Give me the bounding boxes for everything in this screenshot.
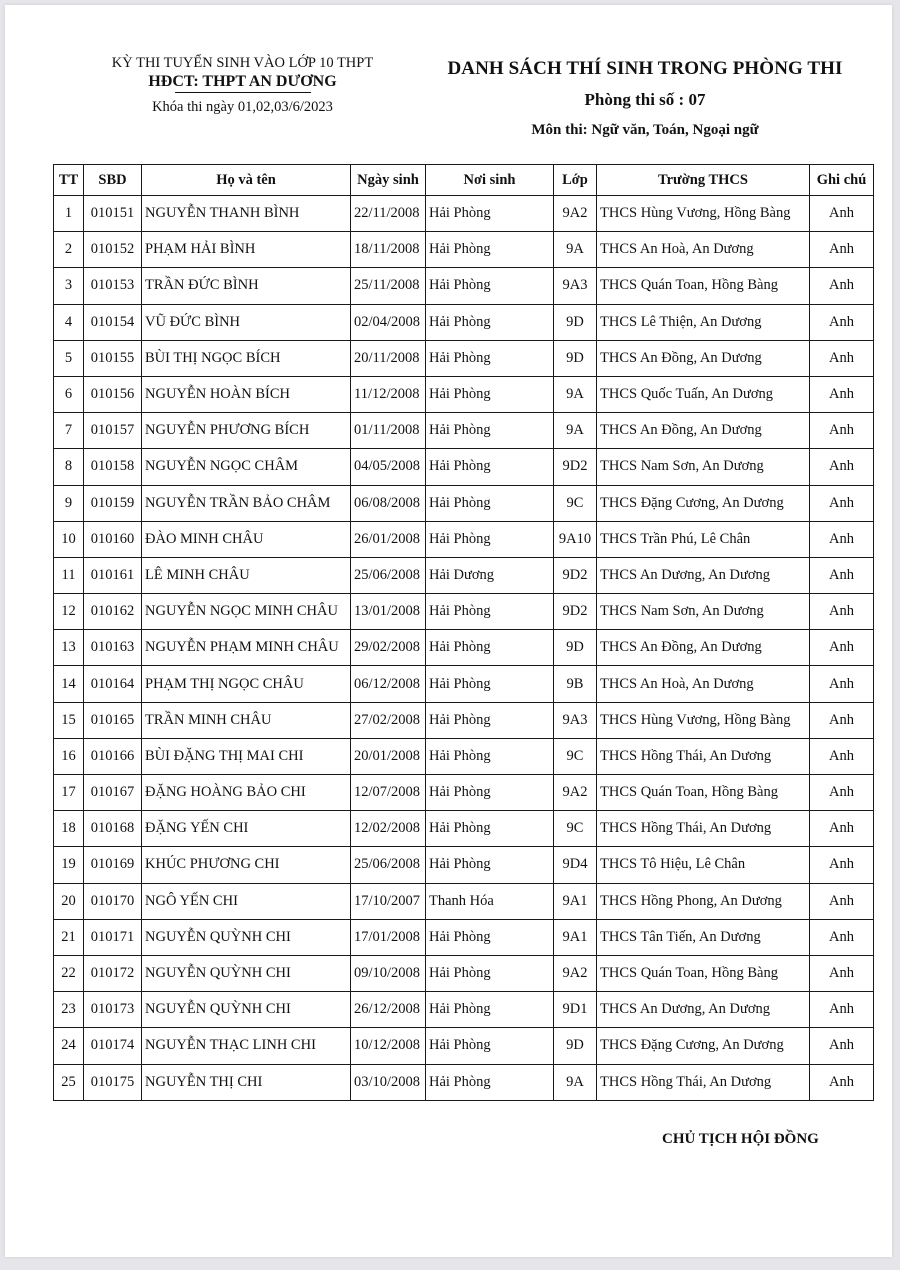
- date-of-birth: 27/02/2008: [351, 702, 426, 738]
- birthplace: Hải Phòng: [426, 268, 554, 304]
- candidate-name: VŨ ĐỨC BÌNH: [142, 304, 351, 340]
- candidate-id: 010158: [84, 449, 142, 485]
- birthplace: Hải Phòng: [426, 521, 554, 557]
- class-name: 9A3: [554, 268, 597, 304]
- date-of-birth: 09/10/2008: [351, 955, 426, 991]
- note: Anh: [810, 232, 874, 268]
- row-number: 8: [54, 449, 84, 485]
- class-name: 9A: [554, 1064, 597, 1100]
- birthplace: Hải Phòng: [426, 304, 554, 340]
- table-row: [54, 413, 874, 449]
- exam-name: KỲ THI TUYỂN SINH VÀO LỚP 10 THPT: [111, 55, 374, 71]
- candidate-id: 010168: [84, 811, 142, 847]
- middle-school: THCS An Đồng, An Dương: [597, 340, 810, 376]
- note: Anh: [810, 413, 874, 449]
- table-row: [54, 992, 874, 1028]
- candidate-name: BÙI THỊ NGỌC BÍCH: [142, 340, 351, 376]
- birthplace: Hải Phòng: [426, 449, 554, 485]
- birthplace: Hải Phòng: [426, 738, 554, 774]
- class-name: 9D2: [554, 557, 597, 593]
- note: Anh: [810, 1028, 874, 1064]
- class-name: 9D: [554, 630, 597, 666]
- candidate-id: 010163: [84, 630, 142, 666]
- birthplace: Hải Phòng: [426, 232, 554, 268]
- row-number: 7: [54, 413, 84, 449]
- class-name: 9D4: [554, 847, 597, 883]
- row-number: 24: [54, 1028, 84, 1064]
- row-number: 5: [54, 340, 84, 376]
- row-number: 18: [54, 811, 84, 847]
- table-row: [54, 702, 874, 738]
- class-name: 9D: [554, 1028, 597, 1064]
- note: Anh: [810, 557, 874, 593]
- candidate-name: NGUYỄN PHƯƠNG BÍCH: [142, 413, 351, 449]
- row-number: 17: [54, 775, 84, 811]
- candidate-id: 010160: [84, 521, 142, 557]
- row-number: 1: [54, 196, 84, 232]
- candidate-id: 010154: [84, 304, 142, 340]
- note: Anh: [810, 594, 874, 630]
- birthplace: Hải Phòng: [426, 376, 554, 412]
- date-of-birth: 29/02/2008: [351, 630, 426, 666]
- class-name: 9B: [554, 666, 597, 702]
- candidate-name: NGUYỄN THANH BÌNH: [142, 196, 351, 232]
- table-row: [54, 304, 874, 340]
- date-of-birth: 17/01/2008: [351, 919, 426, 955]
- middle-school: THCS Hồng Thái, An Dương: [597, 738, 810, 774]
- candidate-name: NGUYỄN NGỌC CHÂM: [142, 449, 351, 485]
- birthplace: Hải Phòng: [426, 992, 554, 1028]
- council-name: HĐCT: THPT AN DƯƠNG: [148, 73, 337, 90]
- class-name: 9D: [554, 304, 597, 340]
- date-of-birth: 04/05/2008: [351, 449, 426, 485]
- date-of-birth: 20/11/2008: [351, 340, 426, 376]
- row-number: 21: [54, 919, 84, 955]
- candidate-name: ĐẶNG HOÀNG BẢO CHI: [142, 775, 351, 811]
- date-of-birth: 25/06/2008: [351, 557, 426, 593]
- note: Anh: [810, 847, 874, 883]
- middle-school: THCS Trần Phú, Lê Chân: [597, 521, 810, 557]
- candidate-name: NGUYỄN NGỌC MINH CHÂU: [142, 594, 351, 630]
- col-header-dob: Ngày sinh: [351, 165, 426, 196]
- col-header-school: Trường THCS: [597, 165, 810, 196]
- birthplace: Hải Phòng: [426, 340, 554, 376]
- middle-school: THCS Tân Tiến, An Dương: [597, 919, 810, 955]
- candidate-id: 010153: [84, 268, 142, 304]
- middle-school: THCS An Đồng, An Dương: [597, 413, 810, 449]
- class-name: 9A2: [554, 775, 597, 811]
- table-row: [54, 883, 874, 919]
- candidate-name: KHÚC PHƯƠNG CHI: [142, 847, 351, 883]
- date-of-birth: 20/01/2008: [351, 738, 426, 774]
- note: Anh: [810, 521, 874, 557]
- candidate-id: 010166: [84, 738, 142, 774]
- note: Anh: [810, 919, 874, 955]
- row-number: 23: [54, 992, 84, 1028]
- middle-school: THCS Quán Toan, Hồng Bàng: [597, 955, 810, 991]
- row-number: 6: [54, 376, 84, 412]
- middle-school: THCS An Dương, An Dương: [597, 992, 810, 1028]
- room-number: Phòng thi số : 07: [584, 90, 706, 109]
- note: Anh: [810, 883, 874, 919]
- row-number: 13: [54, 630, 84, 666]
- note: Anh: [810, 485, 874, 521]
- note: Anh: [810, 666, 874, 702]
- class-name: 9A2: [554, 196, 597, 232]
- date-of-birth: 12/02/2008: [351, 811, 426, 847]
- class-name: 9C: [554, 485, 597, 521]
- row-number: 11: [54, 557, 84, 593]
- row-number: 19: [54, 847, 84, 883]
- list-title-header: [410, 57, 880, 140]
- row-number: 14: [54, 666, 84, 702]
- candidate-id: 010151: [84, 196, 142, 232]
- table-row: [54, 449, 874, 485]
- row-number: 25: [54, 1064, 84, 1100]
- table-row: [54, 847, 874, 883]
- candidate-name: NGUYỄN QUỲNH CHI: [142, 992, 351, 1028]
- row-number: 4: [54, 304, 84, 340]
- birthplace: Hải Phòng: [426, 955, 554, 991]
- middle-school: THCS Hồng Phong, An Dương: [597, 883, 810, 919]
- middle-school: THCS Hồng Thái, An Dương: [597, 811, 810, 847]
- candidate-name: NGUYỄN TRẦN BẢO CHÂM: [142, 485, 351, 521]
- candidate-name: NGUYỄN QUỲNH CHI: [142, 919, 351, 955]
- class-name: 9D2: [554, 594, 597, 630]
- table-row: [54, 738, 874, 774]
- table-row: [54, 1028, 874, 1064]
- candidate-id: 010162: [84, 594, 142, 630]
- date-of-birth: 18/11/2008: [351, 232, 426, 268]
- date-of-birth: 11/12/2008: [351, 376, 426, 412]
- candidate-name: TRẦN MINH CHÂU: [142, 702, 351, 738]
- row-number: 15: [54, 702, 84, 738]
- middle-school: THCS An Hoà, An Dương: [597, 232, 810, 268]
- date-of-birth: 06/12/2008: [351, 666, 426, 702]
- candidate-name: PHẠM HẢI BÌNH: [142, 232, 351, 268]
- table-row: [54, 775, 874, 811]
- middle-school: THCS Đặng Cương, An Dương: [597, 1028, 810, 1064]
- date-of-birth: 25/06/2008: [351, 847, 426, 883]
- note: Anh: [810, 376, 874, 412]
- table-row: [54, 919, 874, 955]
- middle-school: THCS Nam Sơn, An Dương: [597, 594, 810, 630]
- class-name: 9C: [554, 738, 597, 774]
- middle-school: THCS Hùng Vương, Hồng Bàng: [597, 196, 810, 232]
- row-number: 16: [54, 738, 84, 774]
- date-of-birth: 17/10/2007: [351, 883, 426, 919]
- middle-school: THCS Lê Thiện, An Dương: [597, 304, 810, 340]
- date-of-birth: 26/01/2008: [351, 521, 426, 557]
- birthplace: Hải Phòng: [426, 485, 554, 521]
- document-page: [5, 5, 892, 1257]
- note: Anh: [810, 340, 874, 376]
- birthplace: Hải Phòng: [426, 666, 554, 702]
- birthplace: Hải Phòng: [426, 811, 554, 847]
- candidate-id: 010167: [84, 775, 142, 811]
- col-header-note: Ghi chú: [810, 165, 874, 196]
- middle-school: THCS Hùng Vương, Hồng Bàng: [597, 702, 810, 738]
- candidate-name: BÙI ĐẶNG THỊ MAI CHI: [142, 738, 351, 774]
- candidate-name: PHẠM THỊ NGỌC CHÂU: [142, 666, 351, 702]
- table-row: [54, 630, 874, 666]
- class-name: 9A: [554, 232, 597, 268]
- exam-dates: Khóa thi ngày 01,02,03/6/2023: [152, 99, 333, 115]
- middle-school: THCS Quán Toan, Hồng Bàng: [597, 775, 810, 811]
- note: Anh: [810, 811, 874, 847]
- document-title: DANH SÁCH THÍ SINH TRONG PHÒNG THI: [447, 58, 843, 79]
- candidate-id: 010164: [84, 666, 142, 702]
- middle-school: THCS Quốc Tuấn, An Dương: [597, 376, 810, 412]
- candidate-table: [53, 164, 874, 1101]
- candidate-name: NGUYỄN PHẠM MINH CHÂU: [142, 630, 351, 666]
- class-name: 9A2: [554, 955, 597, 991]
- class-name: 9D1: [554, 992, 597, 1028]
- note: Anh: [810, 196, 874, 232]
- row-number: 3: [54, 268, 84, 304]
- birthplace: Hải Phòng: [426, 847, 554, 883]
- note: Anh: [810, 775, 874, 811]
- middle-school: THCS Đặng Cương, An Dương: [597, 485, 810, 521]
- candidate-id: 010174: [84, 1028, 142, 1064]
- date-of-birth: 12/07/2008: [351, 775, 426, 811]
- candidate-name: LÊ MINH CHÂU: [142, 557, 351, 593]
- candidate-name: TRẦN ĐỨC BÌNH: [142, 268, 351, 304]
- candidate-name: NGUYỄN THẠC LINH CHI: [142, 1028, 351, 1064]
- row-number: 22: [54, 955, 84, 991]
- date-of-birth: 01/11/2008: [351, 413, 426, 449]
- candidate-id: 010165: [84, 702, 142, 738]
- birthplace: Hải Phòng: [426, 1028, 554, 1064]
- candidate-name: NGÔ YẾN CHI: [142, 883, 351, 919]
- note: Anh: [810, 955, 874, 991]
- note: Anh: [810, 304, 874, 340]
- birthplace: Hải Phòng: [426, 630, 554, 666]
- table-header-row: [54, 165, 874, 196]
- col-header-tt: TT: [54, 165, 84, 196]
- candidate-id: 010155: [84, 340, 142, 376]
- class-name: 9A1: [554, 883, 597, 919]
- col-header-name: Họ và tên: [142, 165, 351, 196]
- middle-school: THCS Nam Sơn, An Dương: [597, 449, 810, 485]
- note: Anh: [810, 1064, 874, 1100]
- candidate-id: 010175: [84, 1064, 142, 1100]
- date-of-birth: 26/12/2008: [351, 992, 426, 1028]
- table-row: [54, 376, 874, 412]
- table-row: [54, 666, 874, 702]
- birthplace: Hải Phòng: [426, 594, 554, 630]
- date-of-birth: 10/12/2008: [351, 1028, 426, 1064]
- candidate-name: NGUYỄN HOÀN BÍCH: [142, 376, 351, 412]
- table-row: [54, 557, 874, 593]
- exam-subjects: Môn thi: Ngữ văn, Toán, Ngoại ngữ: [531, 122, 759, 138]
- middle-school: THCS An Dương, An Dương: [597, 557, 810, 593]
- birthplace: Hải Phòng: [426, 196, 554, 232]
- note: Anh: [810, 268, 874, 304]
- row-number: 2: [54, 232, 84, 268]
- candidate-id: 010156: [84, 376, 142, 412]
- birthplace: Thanh Hóa: [426, 883, 554, 919]
- note: Anh: [810, 702, 874, 738]
- class-name: 9A10: [554, 521, 597, 557]
- class-name: 9A: [554, 413, 597, 449]
- candidate-id: 010152: [84, 232, 142, 268]
- middle-school: THCS An Hoà, An Dương: [597, 666, 810, 702]
- date-of-birth: 13/01/2008: [351, 594, 426, 630]
- table-row: [54, 811, 874, 847]
- table-row: [54, 232, 874, 268]
- class-name: 9A1: [554, 919, 597, 955]
- candidate-id: 010170: [84, 883, 142, 919]
- date-of-birth: 02/04/2008: [351, 304, 426, 340]
- candidate-id: 010159: [84, 485, 142, 521]
- candidate-name: NGUYỄN THỊ CHI: [142, 1064, 351, 1100]
- middle-school: THCS Hồng Thái, An Dương: [597, 1064, 810, 1100]
- col-header-class: Lớp: [554, 165, 597, 196]
- class-name: 9D2: [554, 449, 597, 485]
- row-number: 9: [54, 485, 84, 521]
- birthplace: Hải Phòng: [426, 775, 554, 811]
- row-number: 20: [54, 883, 84, 919]
- council-underline: [175, 92, 311, 93]
- candidate-id: 010171: [84, 919, 142, 955]
- birthplace: Hải Phòng: [426, 919, 554, 955]
- birthplace: Hải Dương: [426, 557, 554, 593]
- exam-council-header: [90, 55, 395, 116]
- note: Anh: [810, 449, 874, 485]
- middle-school: THCS Tô Hiệu, Lê Chân: [597, 847, 810, 883]
- table-row: [54, 485, 874, 521]
- table-row: [54, 1064, 874, 1100]
- candidate-id: 010169: [84, 847, 142, 883]
- date-of-birth: 22/11/2008: [351, 196, 426, 232]
- middle-school: THCS An Đồng, An Dương: [597, 630, 810, 666]
- note: Anh: [810, 992, 874, 1028]
- date-of-birth: 06/08/2008: [351, 485, 426, 521]
- candidate-id: 010161: [84, 557, 142, 593]
- table-row: [54, 594, 874, 630]
- row-number: 10: [54, 521, 84, 557]
- birthplace: Hải Phòng: [426, 413, 554, 449]
- date-of-birth: 03/10/2008: [351, 1064, 426, 1100]
- birthplace: Hải Phòng: [426, 1064, 554, 1100]
- signature-title: CHỦ TỊCH HỘI ĐỒNG: [662, 1131, 819, 1147]
- birthplace: Hải Phòng: [426, 702, 554, 738]
- class-name: 9D: [554, 340, 597, 376]
- class-name: 9C: [554, 811, 597, 847]
- candidate-id: 010172: [84, 955, 142, 991]
- candidate-name: ĐÀO MINH CHÂU: [142, 521, 351, 557]
- row-number: 12: [54, 594, 84, 630]
- candidate-id: 010173: [84, 992, 142, 1028]
- table-row: [54, 521, 874, 557]
- col-header-birthplace: Nơi sinh: [426, 165, 554, 196]
- date-of-birth: 25/11/2008: [351, 268, 426, 304]
- note: Anh: [810, 738, 874, 774]
- table-row: [54, 955, 874, 991]
- table-row: [54, 340, 874, 376]
- middle-school: THCS Quán Toan, Hồng Bàng: [597, 268, 810, 304]
- table-row: [54, 196, 874, 232]
- candidate-name: NGUYỄN QUỲNH CHI: [142, 955, 351, 991]
- class-name: 9A3: [554, 702, 597, 738]
- table-row: [54, 268, 874, 304]
- class-name: 9A: [554, 376, 597, 412]
- col-header-sbd: SBD: [84, 165, 142, 196]
- candidate-name: ĐẶNG YẾN CHI: [142, 811, 351, 847]
- note: Anh: [810, 630, 874, 666]
- candidate-id: 010157: [84, 413, 142, 449]
